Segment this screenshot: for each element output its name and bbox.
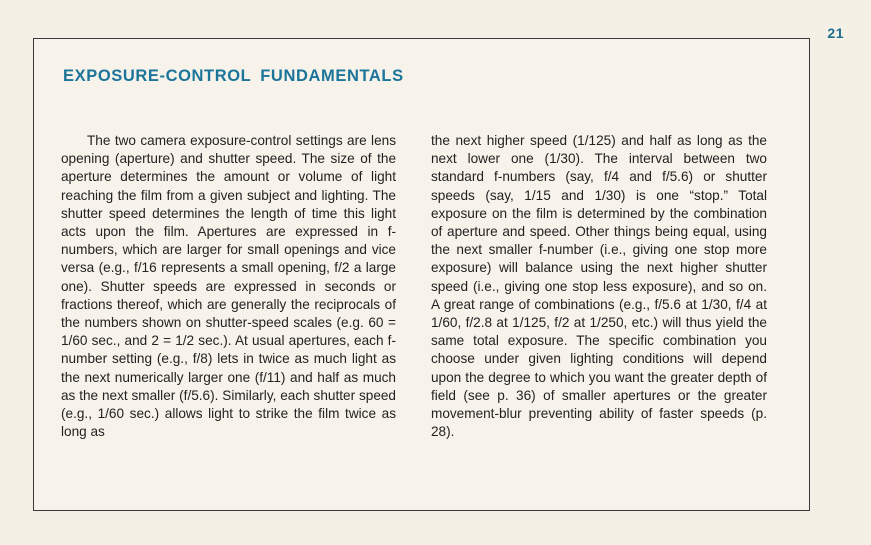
section-title: EXPOSURE-CONTROL FUNDAMENTALS xyxy=(63,67,404,85)
content-frame xyxy=(33,38,810,511)
page-number: 21 xyxy=(827,25,844,41)
body-text-left-column: The two camera exposure-control settings are lens opening (aperture) and shutter speed. The size of the aperture determines the amount or volume of light reaching the film from a given subject and lighting. The shutter speed determines the length of time this light acts upon the film. Apertures are expressed in f-numbers, which are larger for small openings and vice versa (e.g., f/16 represents a small opening, f/2 a large one). Shutter speeds are expressed in seconds or fractions thereof, which are generally the reciprocals of the numbers shown on shutter-speed scales (e.g. 60 = 1/60 sec., and 2 = 1/2 sec.). At usual apertures, each f-number setting (e.g., f/8) lets in twice as much light as the next numerically larger one (f/11) and half as much as the next smaller (f/5.6). Similarly, each shutter speed (e.g., 1/60 sec.) allows light to strike the film twice as long as xyxy=(61,133,396,440)
body-text-right-column: the next higher speed (1/125) and half as long as the next lower one (1/30). The interval between two standard f-numbers (say, f/4 and f/5.6) or shutter speeds (say, 1/15 and 1/30) is one “stop.” Total exposure on the film is determined by the combination of aperture and speed. Other things being equal, using the next smaller f-number (i.e., giving one stop more exposure) will balance using the next higher shutter speed (i.e., giving one stop less exposure), and so on. A great range of combinations (e.g., f/5.6 at 1/30, f/4 at 1/60, f/2.8 at 1/125, f/2 at 1/250, etc.) will thus yield the same total exposure. The specific combination you choose under given lighting conditions will depend upon the degree to which you want the greater depth of field (see p. 36) of smaller apertures or the greater movement-blur preventing ability of faster speeds (p. 28). xyxy=(431,133,767,440)
